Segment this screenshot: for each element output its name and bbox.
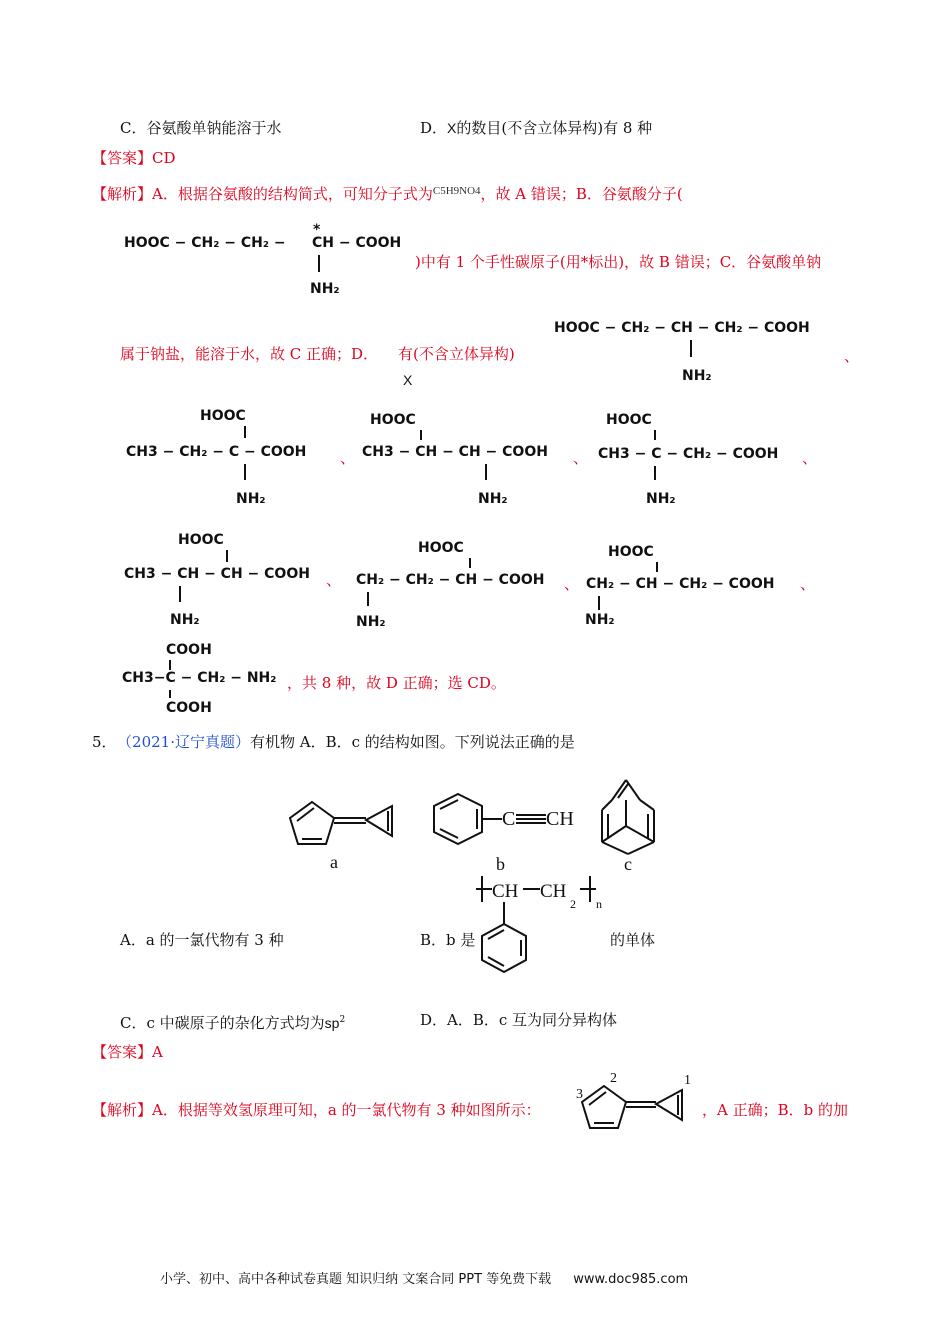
molecule-a-label: a: [330, 852, 338, 872]
q4-analysis-1: A．根据谷氨酸的结构简式，可知分子式为: [152, 185, 433, 203]
svg-text:HOOC: HOOC: [200, 408, 246, 424]
molecular-formula: C5H9NO4: [432, 185, 481, 197]
svg-text:2: 2: [570, 897, 576, 911]
isomer-1: [126, 408, 306, 507]
svg-text:COOH: COOH: [166, 700, 212, 716]
molecule-c-label: c: [624, 854, 632, 874]
svg-text:CH: CH: [546, 808, 574, 830]
q5-number: 5．: [92, 733, 117, 751]
q4-analysis-line3: [120, 344, 515, 364]
q4-option-d-rest: 的数目(不含立体异构)有 8 种: [456, 119, 653, 137]
footer-text: 小学、初中、高中各种试卷真题 知识归纳 文案合同 PPT 等免费下载: [160, 1272, 552, 1287]
svg-text:HOOC: HOOC: [178, 532, 224, 548]
svg-text:NH₂: NH₂: [682, 368, 712, 384]
isomer-3: [598, 412, 778, 507]
svg-text:CH3 − CH − CH − COOH: CH3 − CH − CH − COOH: [362, 444, 548, 460]
q5-option-c: C．c 中碳原子的杂化方式均为$sp^2$: [120, 1014, 346, 1032]
svg-text:HOOC: HOOC: [606, 412, 652, 428]
glutamic-acid-structure: [124, 218, 414, 302]
q4-analysis-3b: 有(不含立体异构): [398, 345, 515, 363]
svg-text:COOH: COOH: [166, 642, 212, 658]
svg-text:3: 3: [576, 1087, 583, 1102]
q4-option-d: [420, 118, 652, 138]
q5-source: （2021·辽宁真题）: [124, 733, 250, 751]
svg-text:CH3−C − CH₂ − NH₂: CH3−C − CH₂ − NH₂: [122, 670, 277, 686]
q5-answer: 【答案】A: [92, 1043, 163, 1061]
q5-option-c-text: C．c 中碳原子的杂化方式均为: [120, 1014, 325, 1032]
svg-text:NH₂: NH₂: [585, 612, 615, 628]
svg-text:CH3 − CH − CH − COOH: CH3 − CH − CH − COOH: [124, 566, 310, 582]
separator: 、: [844, 347, 860, 365]
polymer-ch2: CH: [540, 881, 567, 902]
svg-text:CH3 − CH₂ − C − COOH: CH3 − CH₂ − C − COOH: [126, 444, 307, 460]
q4-answer: 【答案】CD: [92, 149, 176, 167]
q5-option-b-suffix: 的单体: [610, 931, 656, 949]
q5-stem: [92, 732, 575, 752]
q5-analysis-text: A．根据等效氢原理可知，a 的一氯代物有 3 种如图所示：: [152, 1101, 541, 1119]
isomer-7: [122, 638, 292, 718]
q4-analysis-1b: ，故 A 错误；B．谷氨酸分子(: [480, 185, 683, 203]
svg-text:CH₂ − CH₂ − CH − COOH: CH₂ − CH₂ − CH − COOH: [356, 572, 545, 588]
q4-option-d-x: X: [447, 120, 457, 136]
isomer-5: [356, 540, 544, 630]
q4-analysis-tag: 【解析】: [92, 185, 153, 203]
isomer-6: [585, 544, 774, 628]
q5-analysis-end: ，A 正确；B．b 的加: [702, 1101, 848, 1119]
sp-label: sp: [324, 1015, 340, 1031]
q4-analysis-end: ，共 8 种，故 D 正确；选 CD。: [287, 674, 506, 692]
q4-analysis-line1: [92, 184, 683, 206]
svg-text:NH₂: NH₂: [478, 491, 508, 507]
svg-text:CH3 − C − CH₂ − COOH: CH3 − C − CH₂ − COOH: [598, 446, 779, 462]
svg-text:CH − COOH: CH − COOH: [312, 235, 402, 251]
separator: 、: [340, 449, 356, 467]
svg-text:NH₂: NH₂: [646, 491, 676, 507]
isomer-4: [124, 532, 310, 628]
polymer-ch: CH: [492, 881, 519, 902]
footer: [160, 1268, 688, 1287]
separator: 、: [573, 449, 589, 467]
svg-text:HOOC − CH₂ − CH − CH₂ − COOH: HOOC − CH₂ − CH − CH₂ − COOH: [554, 320, 810, 336]
svg-text:*: *: [313, 222, 321, 238]
q5-option-b-prefix: B．b 是: [420, 931, 476, 949]
separator: 、: [800, 575, 816, 593]
svg-text:1: 1: [684, 1073, 691, 1088]
q5-analysis: [92, 1100, 541, 1120]
svg-text:HOOC: HOOC: [608, 544, 654, 560]
isomer-2: [362, 412, 548, 507]
svg-text:2: 2: [610, 1071, 617, 1086]
svg-text:CH₂ − CH − CH₂ − COOH: CH₂ − CH − CH₂ − COOH: [586, 576, 775, 592]
q4-analysis-line2: )中有 1 个手性碳原子(用*标出)，故 B 错误；C．谷氨酸单钠: [415, 253, 822, 271]
molecule-a: [280, 782, 420, 874]
svg-text:NH₂: NH₂: [236, 491, 266, 507]
separator: 、: [564, 575, 580, 593]
separator: 、: [326, 571, 342, 589]
q5-analysis-tag: 【解析】: [92, 1101, 153, 1119]
isomers-row-1: [124, 400, 824, 512]
svg-text:NH₂: NH₂: [170, 612, 200, 628]
msg-structure: [554, 310, 854, 386]
svg-text:C: C: [502, 808, 516, 830]
polystyrene-structure: [470, 862, 640, 988]
footer-link[interactable]: www.doc985.com: [573, 1272, 689, 1287]
q4-analysis-3: 属于钠盐，能溶于水，故 C 正确；D．: [120, 345, 379, 363]
svg-text:HOOC − CH₂ − CH₂ −: HOOC − CH₂ − CH₂ −: [124, 235, 286, 251]
svg-text:NH₂: NH₂: [356, 614, 386, 630]
svg-text:n: n: [596, 897, 602, 911]
molecule-b-label: b: [496, 854, 505, 874]
q4-x-label: X: [403, 372, 413, 388]
molecule-a-numbered: [574, 1066, 700, 1146]
q5-option-a: A．a 的一氯代物有 3 种: [120, 931, 284, 949]
q4-option-c: C．谷氨酸单钠能溶于水: [120, 119, 282, 137]
svg-text:HOOC: HOOC: [370, 412, 416, 428]
separator: 、: [802, 449, 818, 467]
isomers-row-2: [124, 524, 824, 634]
q5-option-d: D．A．B．c 互为同分异构体: [420, 1011, 618, 1029]
svg-text:NH₂: NH₂: [310, 281, 340, 297]
q4-option-d-prefix: D．: [420, 119, 448, 137]
svg-text:HOOC: HOOC: [418, 540, 464, 556]
q5-stem-text: 有机物 A．B．c 的结构如图。下列说法正确的是: [250, 733, 575, 751]
